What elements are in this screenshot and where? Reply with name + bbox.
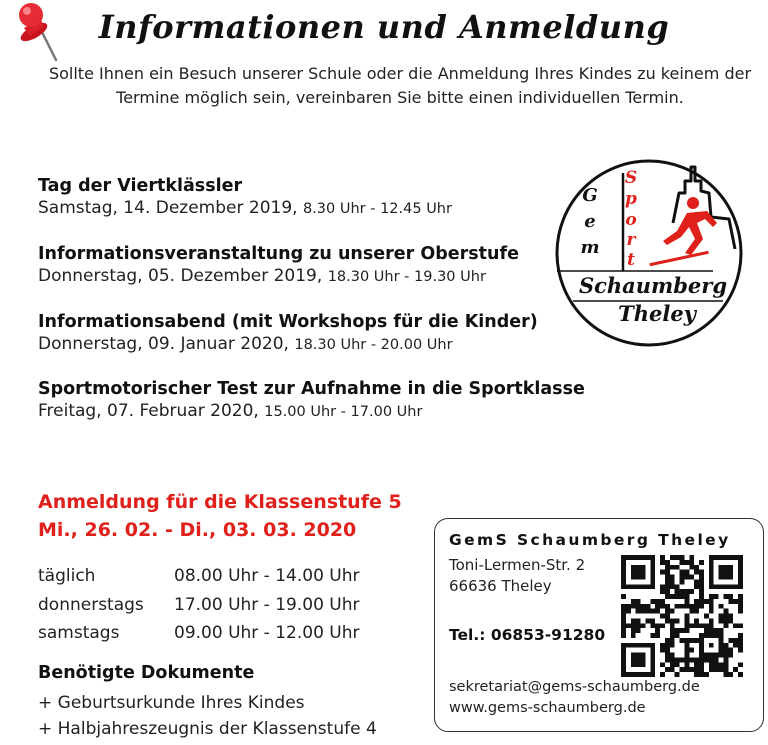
qr-code-icon (621, 555, 743, 677)
intro-text: Sollte Ihnen ein Besuch unserer Schule oder die Anmeldung Ihres Kindes zu keinem der Termine möglich sein, vereinbaren Sie bitte einen individuellen Termin. (48, 64, 752, 107)
logo-name: Schaumberg (578, 273, 728, 298)
logo-sport-letter: r (626, 230, 636, 250)
hours-time: 17.00 Uhr - 19.00 Uhr (174, 594, 360, 615)
school-logo (553, 153, 753, 353)
registration-title: Anmeldung für die Klassenstufe 5 (38, 491, 402, 513)
event-time: 18.30 Uhr - 19.30 Uhr (327, 269, 486, 285)
hours-time: 09.00 Uhr - 12.00 Uhr (174, 623, 360, 643)
event-item (38, 175, 598, 220)
hours-row (38, 619, 360, 648)
registration-dates: Mi., 26. 02. - Di., 03. 03. 2020 (38, 519, 357, 541)
event-title: Informationsveranstaltung zu unserer Oberstufe (38, 244, 519, 264)
hours-row (38, 591, 360, 620)
event-title: Tag der Viertklässler (38, 176, 243, 196)
event-time: 18.30 Uhr - 20.00 Uhr (294, 337, 453, 353)
event-item (38, 243, 598, 288)
opening-hours (38, 562, 360, 648)
event-time: 15.00 Uhr - 17.00 Uhr (264, 404, 423, 420)
contact-email-link[interactable]: sekretariat@gems-schaumberg.de (449, 679, 700, 695)
hours-row (38, 562, 360, 591)
logo-sport-letter: o (625, 210, 637, 230)
logo-gem-letter: m (580, 237, 600, 258)
contact-street: Toni-Lermen-Str. 2 (449, 556, 586, 574)
hours-time: 08.00 Uhr - 14.00 Uhr (174, 566, 360, 586)
contact-website-link[interactable]: www.gems-schaumberg.de (449, 700, 646, 716)
documents-list (38, 690, 377, 742)
contact-phone: Tel.: 06853-91280 (449, 626, 606, 644)
logo-town: Theley (618, 301, 696, 326)
logo-gem-letter: G (582, 185, 598, 206)
event-date: Donnerstag, 09. Januar 2020, (38, 334, 289, 354)
document-item: + Halbjahreszeugnis der Klassenstufe 4 (38, 719, 377, 739)
contact-city: 66636 Theley (449, 577, 552, 595)
event-date: Freitag, 07. Februar 2020, (38, 401, 259, 421)
logo-sport-letter: S (624, 168, 638, 188)
contact-card (434, 518, 764, 732)
hours-day: samstags (38, 623, 120, 643)
page-title: Informationen und Anmeldung (98, 8, 670, 46)
event-item (38, 378, 598, 423)
event-date: Samstag, 14. Dezember 2019, (38, 198, 298, 218)
logo-gem-letter: e (584, 211, 596, 232)
logo-sport-letter: p (625, 189, 637, 209)
documents-title: Benötigte Dokumente (38, 663, 255, 683)
event-title: Informationsabend (mit Workshops für die Kinder) (38, 312, 538, 332)
event-time: 8.30 Uhr - 12.45 Uhr (302, 201, 452, 217)
contact-school-name: GemS Schaumberg Theley (449, 531, 731, 549)
document-item: + Geburtsurkunde Ihres Kindes (38, 693, 305, 713)
hours-day: donnerstags (38, 594, 144, 615)
event-item (38, 311, 598, 356)
event-title: Sportmotorischer Test zur Aufnahme in die Sportklasse (38, 379, 585, 399)
logo-sport-letter: t (627, 250, 635, 270)
hours-day: täglich (38, 566, 96, 586)
event-date: Donnerstag, 05. Dezember 2019, (38, 266, 323, 286)
